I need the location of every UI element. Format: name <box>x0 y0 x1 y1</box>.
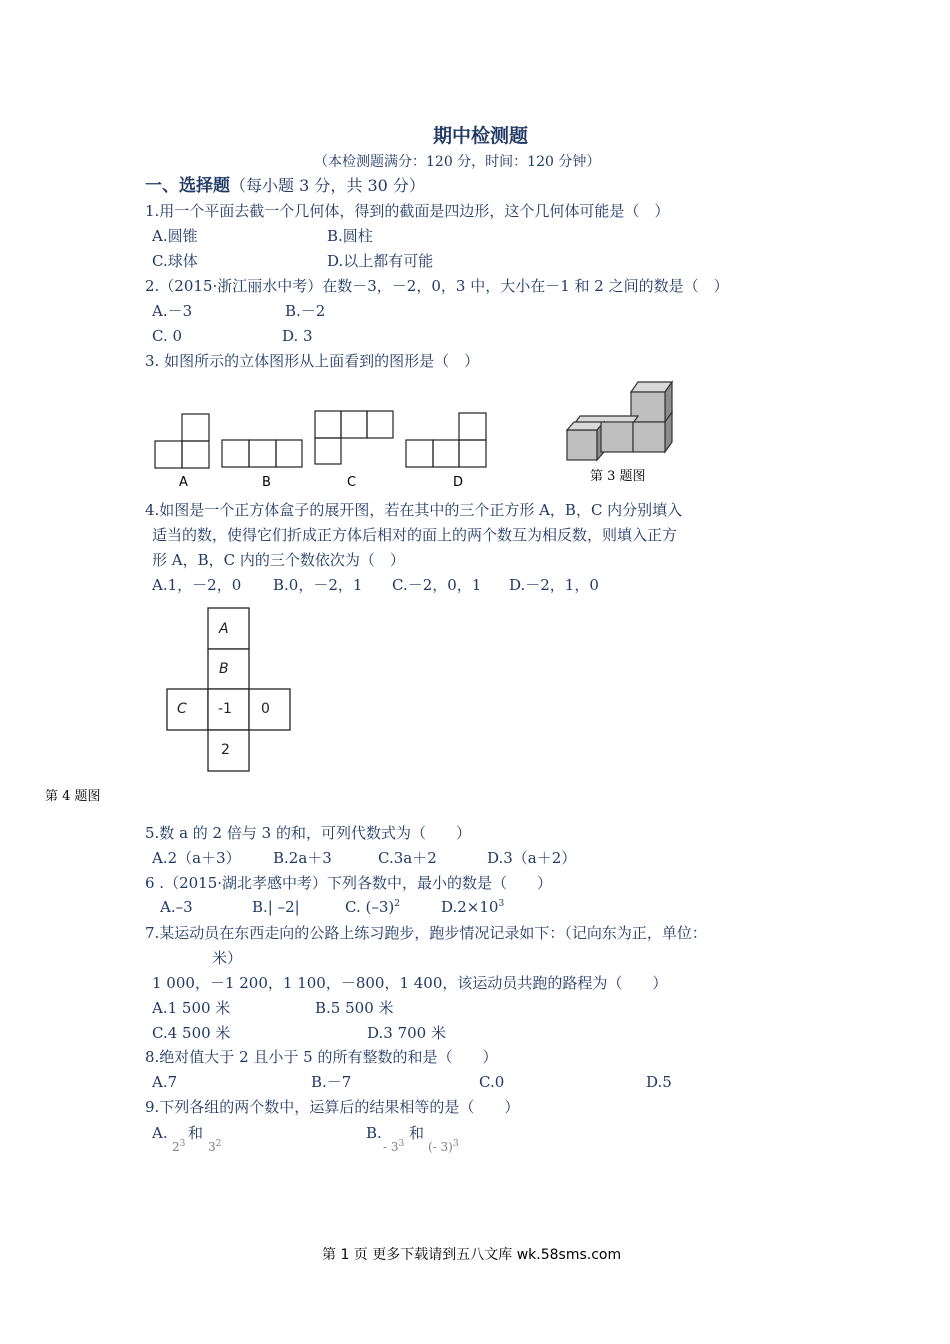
q3-label-c: C <box>347 475 357 490</box>
q5-option-a: A.2（a＋3） <box>152 849 241 867</box>
q6-stem: 6 .（2015·湖北孝感中考）下列各数中，最小的数是（ ） <box>145 874 553 892</box>
q2-option-d: D. 3 <box>282 327 313 345</box>
q4-line3: 形 A，B，C 内的三个数依次为（ ） <box>152 551 405 569</box>
q3-option-c-diagram <box>315 411 393 464</box>
q7-option-b: B.5 500 米 <box>315 999 394 1017</box>
net-label-b: B <box>219 661 229 677</box>
q6-option-c-base: C. (–3) <box>345 898 395 916</box>
q5-option-c: C.3a＋2 <box>378 849 437 867</box>
section-note: （每小题 3 分，共 30 分） <box>230 176 425 195</box>
section-title: 一、选择题 <box>145 176 230 196</box>
q8-option-a: A.7 <box>152 1073 178 1091</box>
q6-option-b: B.| –2| <box>252 898 300 916</box>
q6-option-c <box>345 897 400 917</box>
q9-a-y-base: 3 <box>208 1140 216 1154</box>
q9-a-x-exp: 3 <box>179 1139 186 1149</box>
net-label-bottom: 2 <box>221 742 230 758</box>
q6-option-c-exp: 2 <box>394 899 400 909</box>
q2-option-b: B.－2 <box>285 302 326 320</box>
q4-cube-net <box>160 604 300 774</box>
net-label-right: 0 <box>261 701 270 717</box>
q4-caption: 第 4 题图 <box>45 789 101 804</box>
q3-option-a-diagram <box>155 414 209 468</box>
q5-option-d: D.3（a＋2） <box>487 849 577 867</box>
q8-stem: 8.绝对值大于 2 且小于 5 的所有整数的和是（ ） <box>145 1048 498 1066</box>
q2-option-c: C. 0 <box>152 327 183 345</box>
q3-option-d-diagram <box>406 413 486 467</box>
q9-option-a-he: 和 <box>188 1124 204 1142</box>
q9-b-y-exp: 3 <box>452 1139 459 1149</box>
q9-option-b-he: 和 <box>409 1124 425 1142</box>
q1-stem: 1.用一个平面去截一个几何体，得到的截面是四边形，这个几何体可能是（ ） <box>145 202 670 220</box>
q9-option-a-x <box>172 1137 185 1157</box>
q4-option-d: D.－2，1，0 <box>509 576 599 594</box>
q3-label-d: D <box>453 475 464 490</box>
q3-solid-figure <box>565 378 685 468</box>
q4-option-a: A.1，－2，0 <box>152 576 242 594</box>
q6-option-a: A.–3 <box>160 898 193 916</box>
q6-option-d-exp: 3 <box>498 899 505 909</box>
q3-stem: 3. 如图所示的立体图形从上面看到的图形是（ ） <box>145 352 480 370</box>
section-heading <box>145 176 425 196</box>
q4-option-c: C.－2，0，1 <box>392 576 482 594</box>
q9-b-x-exp: 3 <box>398 1139 405 1149</box>
q9-option-b-x <box>383 1137 404 1157</box>
q3-label-b: B <box>262 475 271 490</box>
q1-option-d: D.以上都有可能 <box>327 252 434 270</box>
q4-line1: 4.如图是一个正方体盒子的展开图，若在其中的三个正方形 A，B，C 内分别填入 <box>145 501 683 519</box>
q3-option-b-diagram <box>222 440 302 467</box>
q8-option-c: C.0 <box>479 1073 505 1091</box>
q9-option-b-label: B. <box>366 1124 382 1142</box>
q7-option-a: A.1 500 米 <box>152 999 231 1017</box>
q7-option-d: D.3 700 米 <box>367 1024 446 1042</box>
q7-line1: 7.某运动员在东西走向的公路上练习跑步，跑步情况记录如下：（记向东为正，单位： <box>145 924 707 942</box>
page-footer: 第 1 页 更多下载请到五八文库 wk.58sms.com <box>322 1247 622 1263</box>
q9-option-a-y <box>208 1137 221 1157</box>
q5-stem: 5.数 a 的 2 倍与 3 的和，可列代数式为（ ） <box>145 824 471 842</box>
q9-b-y-base: (- 3) <box>428 1140 453 1154</box>
q7-option-c: C.4 500 米 <box>152 1024 231 1042</box>
q5-option-b: B.2a＋3 <box>273 849 332 867</box>
net-label-c: C <box>177 701 187 717</box>
q1-option-c: C.球体 <box>152 252 198 270</box>
q6-option-d <box>441 897 504 917</box>
q4-line2: 适当的数，使得它们折成正方体后相对的面上的两个数互为相反数，则填入正方 <box>152 526 678 544</box>
q9-a-x-base: 2 <box>172 1140 180 1154</box>
q3-label-a: A <box>179 475 188 490</box>
q9-b-x-base: - 3 <box>383 1140 399 1154</box>
q3-caption: 第 3 题图 <box>590 469 646 484</box>
q1-option-b: B.圆柱 <box>327 227 373 245</box>
q7-line2: 米） <box>212 949 243 967</box>
q8-option-d: D.5 <box>646 1073 672 1091</box>
net-label-center: -1 <box>218 701 232 717</box>
page-subtitle: （本检测题满分：120 分，时间：120 分钟） <box>314 154 601 170</box>
q2-stem: 2.（2015·浙江丽水中考）在数－3，－2，0，3 中，大小在－1 和 2 之间的数是（ ） <box>145 277 729 295</box>
q9-a-y-exp: 2 <box>215 1139 222 1149</box>
q6-option-d-base: D.2×10 <box>441 898 499 916</box>
net-label-a: A <box>219 621 229 637</box>
q9-option-b-y <box>428 1137 459 1157</box>
q4-option-b: B.0，－2，1 <box>273 576 363 594</box>
page-title: 期中检测题 <box>433 125 529 147</box>
q9-stem: 9.下列各组的两个数中，运算后的结果相等的是（ ） <box>145 1098 520 1116</box>
q1-option-a: A.圆锥 <box>152 227 198 245</box>
q2-option-a: A.－3 <box>152 302 193 320</box>
q8-option-b: B.－7 <box>311 1073 352 1091</box>
q9-option-a-label: A. <box>152 1124 168 1142</box>
q7-line3: 1 000，－1 200，1 100，－800，1 400，该运动员共跑的路程为（ ） <box>152 974 668 992</box>
